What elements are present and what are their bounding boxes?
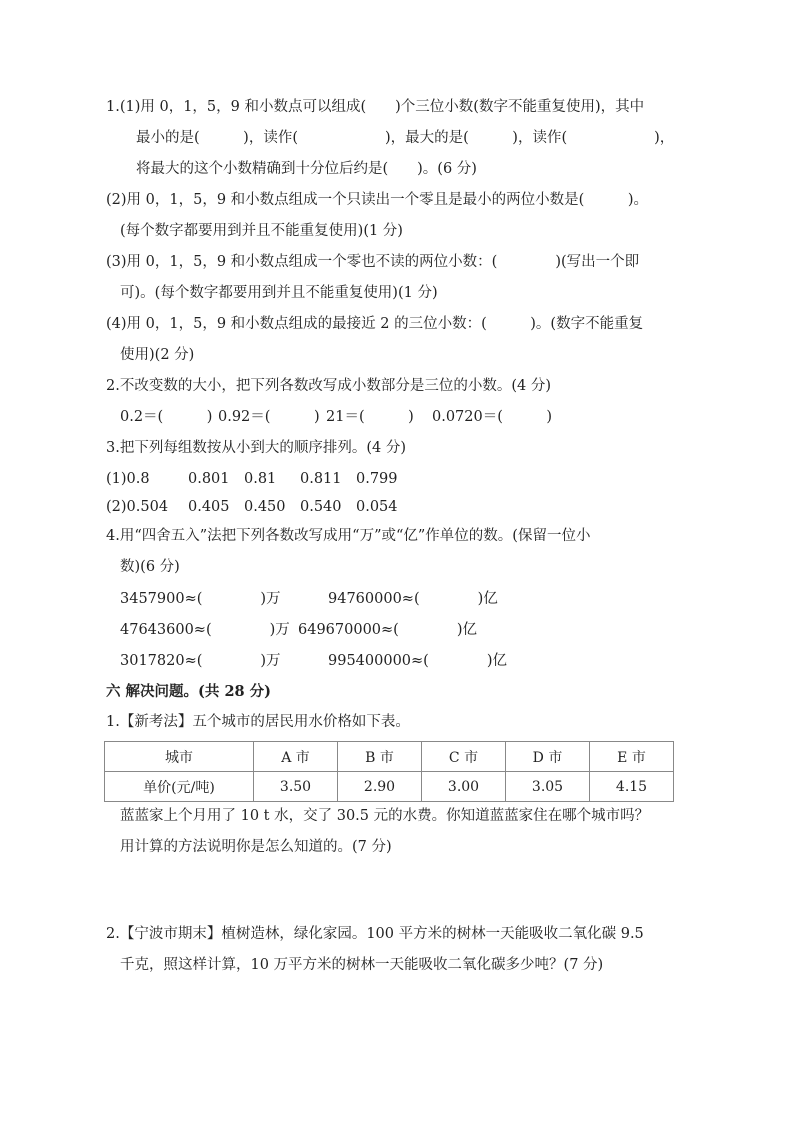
q4-item: 649670000≈( )亿 — [298, 622, 477, 638]
q1-part4-line2: 使用)(2 分) — [120, 347, 195, 363]
table-row — [105, 742, 674, 772]
water-price-table — [104, 741, 674, 802]
q3-group1-number: 0.799 — [356, 471, 398, 487]
q3-group1-number: 0.811 — [300, 471, 342, 487]
q4-item: 3017820≈( )万 — [120, 653, 281, 669]
q2-item: 0.0720＝( ) — [432, 409, 553, 425]
q3-group2-number: 0.054 — [356, 499, 398, 515]
table-cell: A 市 — [254, 742, 338, 772]
q3-group1-label: (1)0.8 — [106, 471, 150, 487]
q2-item: 0.2＝( ) — [120, 409, 213, 425]
q2-item: 0.92＝( ) — [218, 409, 320, 425]
q3-group2-number: 0.405 — [188, 499, 230, 515]
q1-part1-line2: 最小的是( )，读作( )，最大的是( )，读作( )， — [136, 130, 675, 146]
q2-item: 21＝( ) — [326, 409, 414, 425]
q1-part1-line1: 1.(1)用 0，1，5，9 和小数点可以组成( )个三位小数(数字不能重复使用)，其中 — [106, 99, 645, 115]
q1-part3-line1: (3)用 0，1，5，9 和小数点组成一个零也不读的两位小数：( )(写出一个即 — [106, 254, 640, 270]
q1-part3-line2: 可)。(每个数字都要用到并且不能重复使用)(1 分) — [120, 285, 438, 301]
q1-part1-line3: 将最大的这个小数精确到十分位后约是( )。(6 分) — [136, 161, 477, 177]
table-cell: 2.90 — [338, 772, 422, 802]
q2-title: 2.不改变数的大小，把下列各数改写成小数部分是三位的小数。(4 分) — [106, 378, 551, 394]
table-cell: 3.00 — [422, 772, 506, 802]
table-cell: B 市 — [338, 742, 422, 772]
table-cell: 单价(元/吨) — [105, 772, 254, 802]
q3-group1-number: 0.801 — [188, 471, 230, 487]
table-cell: 3.50 — [254, 772, 338, 802]
q4-item: 3457900≈( )万 — [120, 591, 281, 607]
q3-group2-label: (2)0.504 — [106, 499, 169, 515]
problem1-title: 1.【新考法】五个城市的居民用水价格如下表。 — [106, 714, 410, 730]
table-cell: 4.15 — [590, 772, 674, 802]
table-cell: C 市 — [422, 742, 506, 772]
problem2-text-line1: 2.【宁波市期末】植树造林，绿化家园。100 平方米的树林一天能吸收二氧化碳 9.5 — [106, 926, 644, 942]
q1-part4-line1: (4)用 0，1，5，9 和小数点组成的最接近 2 的三位小数：( )。(数字不能重复 — [106, 316, 644, 332]
q4-title: 4.用“四舍五入”法把下列各数改写成用“万”或“亿”作单位的数。(保留一位小 — [106, 528, 591, 544]
table-row — [105, 772, 674, 802]
q4-title-cont: 数)(6 分) — [120, 559, 180, 575]
q3-group2-number: 0.450 — [244, 499, 286, 515]
table-cell: E 市 — [590, 742, 674, 772]
q3-group2-number: 0.540 — [300, 499, 342, 515]
table-cell: D 市 — [506, 742, 590, 772]
q4-item: 47643600≈( )万 — [120, 622, 290, 638]
q1-part2-line2: (每个数字都要用到并且不能重复使用)(1 分) — [120, 223, 403, 239]
q3-title: 3.把下列每组数按从小到大的顺序排列。(4 分) — [106, 440, 406, 456]
problem1-text-line1: 蓝蓝家上个月用了 10 t 水，交了 30.5 元的水费。你知道蓝蓝家住在哪个城市吗？ — [120, 808, 650, 824]
q1-part2-line1: (2)用 0，1，5，9 和小数点组成一个只读出一个零且是最小的两位小数是( )。 — [106, 192, 648, 208]
section-heading: 六 解决问题。(共 28 分) — [106, 683, 272, 700]
q4-item: 94760000≈( )亿 — [328, 591, 498, 607]
q4-item: 995400000≈( )亿 — [328, 653, 507, 669]
q3-group1-number: 0.81 — [244, 471, 277, 487]
problem2-text-line2: 千克，照这样计算，10 万平方米的树林一天能吸收二氧化碳多少吨？(7 分) — [120, 957, 604, 973]
problem1-text-line2: 用计算的方法说明你是怎么知道的。(7 分) — [120, 839, 392, 855]
table-cell: 城市 — [105, 742, 254, 772]
table-cell: 3.05 — [506, 772, 590, 802]
